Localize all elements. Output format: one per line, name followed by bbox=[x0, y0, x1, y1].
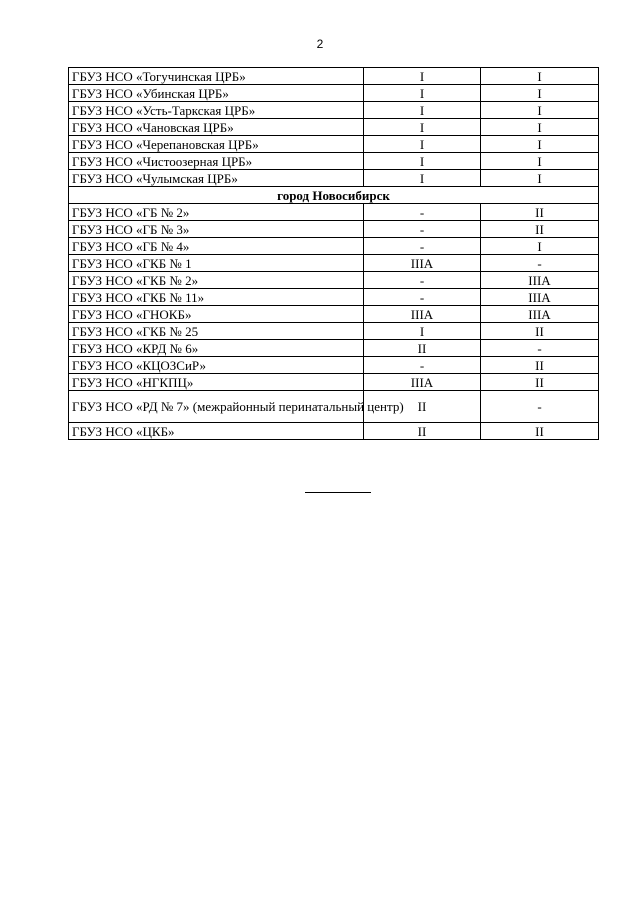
level-cell-col2: I bbox=[364, 68, 481, 85]
section-header-body bbox=[69, 187, 599, 204]
table-row bbox=[69, 136, 599, 153]
facility-name-cell: ГБУЗ НСО «ГКБ № 25 bbox=[69, 323, 364, 340]
table-body-city bbox=[69, 204, 599, 440]
table-row bbox=[69, 68, 599, 85]
level-cell-col2: I bbox=[364, 323, 481, 340]
table-row bbox=[69, 255, 599, 272]
level-cell-col2: IIIА bbox=[364, 255, 481, 272]
level-cell-col3: - bbox=[481, 340, 599, 357]
facility-name-cell: ГБУЗ НСО «Убинская ЦРБ» bbox=[69, 85, 364, 102]
level-cell-col3: I bbox=[481, 68, 599, 85]
section-title: город Новосибирск bbox=[69, 187, 599, 204]
level-cell-col3: - bbox=[481, 255, 599, 272]
table-row bbox=[69, 423, 599, 440]
facility-name-cell: ГБУЗ НСО «ГБ № 2» bbox=[69, 204, 364, 221]
facility-name-cell: ГБУЗ НСО «ГНОКБ» bbox=[69, 306, 364, 323]
table-row bbox=[69, 221, 599, 238]
level-cell-col3: I bbox=[481, 170, 599, 187]
level-cell-col2: I bbox=[364, 119, 481, 136]
table-row bbox=[69, 340, 599, 357]
table-row bbox=[69, 238, 599, 255]
table-row bbox=[69, 391, 599, 423]
level-cell-col3: IIIА bbox=[481, 272, 599, 289]
level-cell-col3: II bbox=[481, 323, 599, 340]
facility-name-cell: ГБУЗ НСО «КЦОЗСиР» bbox=[69, 357, 364, 374]
facility-name-cell: ГБУЗ НСО «ГКБ № 11» bbox=[69, 289, 364, 306]
facility-name-cell: ГБУЗ НСО «Черепановская ЦРБ» bbox=[69, 136, 364, 153]
level-cell-col3: I bbox=[481, 119, 599, 136]
level-cell-col2: - bbox=[364, 272, 481, 289]
facility-name-cell: ГБУЗ НСО «Чановская ЦРБ» bbox=[69, 119, 364, 136]
level-cell-col3: II bbox=[481, 221, 599, 238]
level-cell-col2: IIIА bbox=[364, 374, 481, 391]
facility-name-cell: ГБУЗ НСО «Усть-Таркская ЦРБ» bbox=[69, 102, 364, 119]
level-cell-col3: IIIА bbox=[481, 289, 599, 306]
table-row bbox=[69, 204, 599, 221]
table-row bbox=[69, 357, 599, 374]
level-cell-col2: II bbox=[364, 423, 481, 440]
facility-name-cell: ГБУЗ НСО «Чулымская ЦРБ» bbox=[69, 170, 364, 187]
level-cell-col3: I bbox=[481, 238, 599, 255]
level-cell-col2: I bbox=[364, 102, 481, 119]
facility-name-cell: ГБУЗ НСО «ЦКБ» bbox=[69, 423, 364, 440]
level-cell-col2: - bbox=[364, 238, 481, 255]
table-row bbox=[69, 289, 599, 306]
level-cell-col2: I bbox=[364, 170, 481, 187]
level-cell-col3: - bbox=[481, 391, 599, 423]
level-cell-col2: - bbox=[364, 204, 481, 221]
facilities-table bbox=[68, 67, 599, 440]
facility-name-cell: ГБУЗ НСО «НГКПЦ» bbox=[69, 374, 364, 391]
level-cell-col2: - bbox=[364, 357, 481, 374]
level-cell-col2: II bbox=[364, 391, 481, 423]
table-body-top bbox=[69, 68, 599, 187]
table-row bbox=[69, 306, 599, 323]
table-row bbox=[69, 85, 599, 102]
facility-name-cell: ГБУЗ НСО «ГБ № 4» bbox=[69, 238, 364, 255]
level-cell-col2: IIIА bbox=[364, 306, 481, 323]
facility-name-cell: ГБУЗ НСО «Чистоозерная ЦРБ» bbox=[69, 153, 364, 170]
level-cell-col3: I bbox=[481, 136, 599, 153]
table-row bbox=[69, 272, 599, 289]
table-row bbox=[69, 323, 599, 340]
level-cell-col3: IIIА bbox=[481, 306, 599, 323]
level-cell-col2: I bbox=[364, 136, 481, 153]
table-row bbox=[69, 170, 599, 187]
facility-name-cell: ГБУЗ НСО «Тогучинская ЦРБ» bbox=[69, 68, 364, 85]
end-separator-line bbox=[305, 492, 371, 493]
level-cell-col3: I bbox=[481, 153, 599, 170]
level-cell-col3: I bbox=[481, 102, 599, 119]
level-cell-col2: I bbox=[364, 153, 481, 170]
level-cell-col3: II bbox=[481, 423, 599, 440]
table-row bbox=[69, 374, 599, 391]
facility-name-cell: ГБУЗ НСО «ГБ № 3» bbox=[69, 221, 364, 238]
facility-name-cell: ГБУЗ НСО «ГКБ № 2» bbox=[69, 272, 364, 289]
table-row bbox=[69, 102, 599, 119]
table-row bbox=[69, 119, 599, 136]
level-cell-col2: - bbox=[364, 289, 481, 306]
level-cell-col3: II bbox=[481, 357, 599, 374]
level-cell-col3: I bbox=[481, 85, 599, 102]
facility-name-cell: ГБУЗ НСО «РД № 7» (межрайонный перинатальный центр) bbox=[69, 391, 364, 423]
level-cell-col2: - bbox=[364, 221, 481, 238]
page-number: 2 bbox=[316, 37, 324, 51]
level-cell-col3: II bbox=[481, 374, 599, 391]
level-cell-col2: II bbox=[364, 340, 481, 357]
table-row bbox=[69, 153, 599, 170]
level-cell-col2: I bbox=[364, 85, 481, 102]
facility-name-cell: ГБУЗ НСО «ГКБ № 1 bbox=[69, 255, 364, 272]
level-cell-col3: II bbox=[481, 204, 599, 221]
facility-name-cell: ГБУЗ НСО «КРД № 6» bbox=[69, 340, 364, 357]
section-row bbox=[69, 187, 599, 204]
